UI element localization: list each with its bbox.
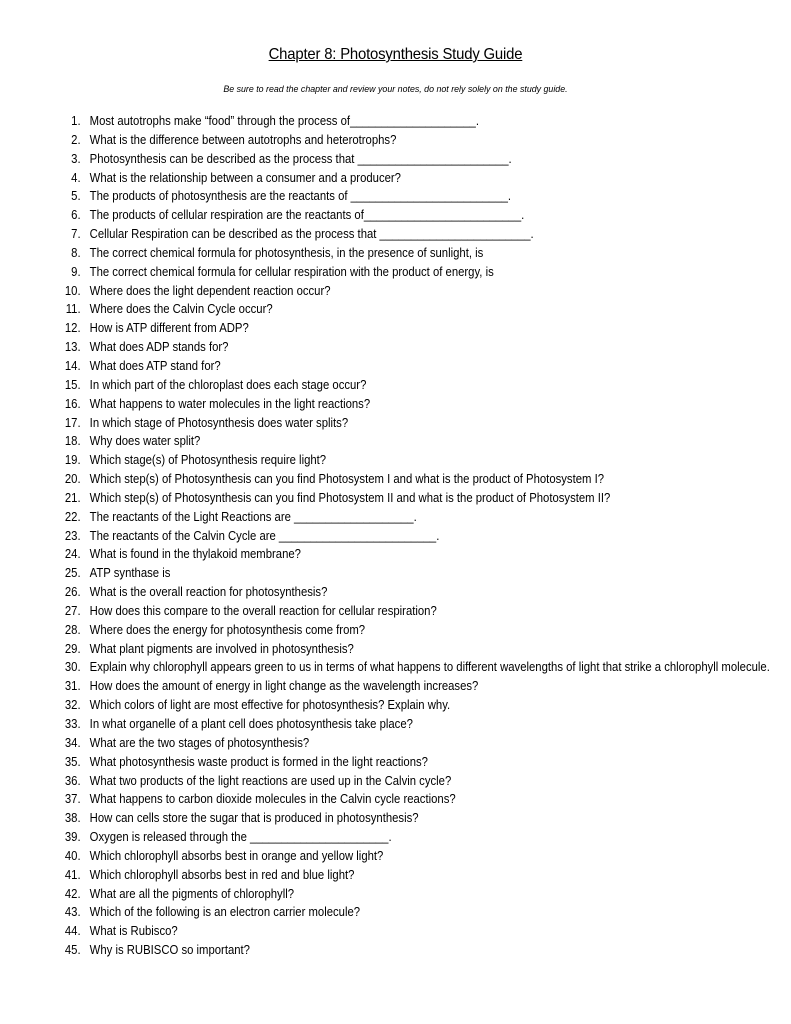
question-item: [58, 206, 692, 225]
question-item: [58, 602, 692, 621]
question-text: Which chlorophyll absorbs best in orange and yellow light?: [89, 848, 384, 863]
question-number: 14.: [64, 358, 81, 373]
question-item: [58, 715, 692, 734]
question-number: 19.: [64, 453, 81, 468]
question-item: [58, 527, 692, 546]
question-text: What plant pigments are involved in photosynthesis?: [89, 641, 354, 656]
question-number: 18.: [64, 434, 81, 449]
question-text: Where does the energy for photosynthesis come from?: [89, 622, 366, 637]
question-number: 6.: [71, 208, 81, 223]
question-text: What happens to carbon dioxide molecules in the Calvin cycle reactions?: [89, 792, 456, 807]
question-number: 28.: [64, 622, 81, 637]
question-number: 42.: [64, 886, 81, 901]
question-item: [58, 489, 692, 508]
question-item: [58, 131, 692, 150]
question-number: 5.: [71, 189, 81, 204]
question-number: 2.: [71, 132, 81, 147]
question-item: [58, 772, 692, 791]
question-text: What two products of the light reactions are used up in the Calvin cycle?: [89, 773, 452, 788]
question-text: The products of photosynthesis are the reactants of _________________________.: [89, 189, 512, 204]
question-text: What does ADP stands for?: [89, 340, 229, 355]
question-number: 8.: [71, 245, 81, 260]
question-item: [58, 225, 692, 244]
question-text: What is found in the thylakoid membrane?: [89, 547, 301, 562]
question-text: The products of cellular respiration are the reactants of_________________________.: [89, 208, 525, 223]
question-item: [58, 451, 692, 470]
question-item: [58, 282, 692, 301]
question-item: [58, 508, 692, 527]
question-number: 34.: [64, 735, 81, 750]
question-text: What is the relationship between a consumer and a producer?: [89, 170, 401, 185]
question-number: 44.: [64, 924, 81, 939]
question-item: [58, 300, 692, 319]
question-number: 43.: [64, 905, 81, 920]
question-item: [58, 658, 770, 677]
question-item: [58, 753, 692, 772]
question-item: [58, 169, 692, 188]
question-text: Which colors of light are most effective for photosynthesis? Explain why.: [89, 698, 451, 713]
question-text: Which stage(s) of Photosynthesis require light?: [89, 453, 327, 468]
question-text: How does the amount of energy in light change as the wavelength increases?: [89, 679, 479, 694]
question-item: [58, 414, 692, 433]
question-number: 9.: [71, 264, 81, 279]
question-item: [58, 922, 692, 941]
question-text: How is ATP different from ADP?: [89, 321, 249, 336]
question-number: 3.: [71, 151, 81, 166]
question-text: Which step(s) of Photosynthesis can you find Photosystem II and what is the product of Photosystem II?: [89, 490, 611, 505]
question-text: How does this compare to the overall reaction for cellular respiration?: [89, 603, 437, 618]
question-item: [58, 112, 692, 131]
question-text: Which of the following is an electron carrier molecule?: [89, 905, 361, 920]
question-item: [58, 885, 692, 904]
question-text: Why does water split?: [89, 434, 201, 449]
question-item: [58, 621, 692, 640]
question-text: Photosynthesis can be described as the process that ________________________.: [89, 151, 512, 166]
question-item: [58, 941, 692, 960]
question-text: Why is RUBISCO so important?: [89, 943, 250, 958]
question-number: 26.: [64, 585, 81, 600]
question-text: Which chlorophyll absorbs best in red and blue light?: [89, 867, 355, 882]
question-number: 4.: [71, 170, 81, 185]
question-item: [58, 470, 692, 489]
question-number: 15.: [64, 377, 81, 392]
question-item: [58, 734, 692, 753]
question-item: [58, 809, 692, 828]
question-text: Where does the Calvin Cycle occur?: [89, 302, 273, 317]
question-item: [58, 263, 692, 282]
question-item: [58, 903, 692, 922]
question-number: 16.: [64, 396, 81, 411]
question-text: The reactants of the Light Reactions are ___________________.: [89, 509, 417, 524]
question-number: 38.: [64, 811, 81, 826]
question-text: How can cells store the sugar that is produced in photosynthesis?: [89, 811, 419, 826]
question-item: [58, 564, 692, 583]
question-text: What is Rubisco?: [89, 924, 178, 939]
question-number: 24.: [64, 547, 81, 562]
question-item: [58, 866, 692, 885]
question-item: [58, 150, 692, 169]
question-number: 33.: [64, 717, 81, 731]
question-number: 31.: [64, 679, 81, 694]
question-item: [58, 338, 692, 357]
question-text: Most autotrophs make “food” through the process of____________________.: [89, 114, 479, 128]
question-number: 13.: [64, 340, 81, 355]
question-number: 20.: [64, 472, 81, 487]
question-text: In what organelle of a plant cell does photosynthesis take place?: [89, 717, 413, 731]
question-number: 21.: [64, 490, 81, 505]
question-number: 1.: [71, 114, 81, 128]
question-item: [58, 357, 692, 376]
question-number: 10.: [64, 283, 81, 298]
question-number: 45.: [64, 943, 81, 958]
question-text: What is the difference between autotrophs and heterotrophs?: [89, 132, 397, 147]
question-number: 12.: [64, 321, 81, 336]
question-text: What does ATP stand for?: [89, 358, 221, 373]
question-text: The correct chemical formula for photosynthesis, in the presence of sunlight, is: [89, 245, 484, 260]
question-text: ATP synthase is: [89, 566, 171, 581]
question-item: [58, 790, 692, 809]
question-item: [58, 187, 692, 206]
question-number: 39.: [64, 830, 81, 845]
question-number: 41.: [64, 867, 81, 882]
question-item: [58, 847, 692, 866]
question-number: 11.: [65, 302, 81, 317]
question-text: Cellular Respiration can be described as the process that ________________________.: [89, 227, 534, 242]
question-item: [58, 432, 692, 451]
page-subtitle: Be sure to read the chapter and review your notes, do not rely solely on the study guide.: [223, 84, 568, 95]
question-text: Oxygen is released through the ______________________.: [89, 830, 392, 845]
question-list: [58, 112, 770, 960]
question-item: [58, 828, 692, 847]
question-text: In which stage of Photosynthesis does water splits?: [89, 415, 349, 430]
question-number: 7.: [71, 227, 81, 242]
question-text: What are the two stages of photosynthesis?: [89, 735, 310, 750]
page-title: Chapter 8: Photosynthesis Study Guide: [268, 46, 523, 63]
question-number: 30.: [64, 660, 81, 675]
question-item: [58, 395, 692, 414]
question-text: The reactants of the Calvin Cycle are _________________________.: [89, 528, 440, 543]
question-number: 27.: [64, 603, 81, 618]
question-number: 17.: [64, 415, 81, 430]
question-number: 22.: [64, 509, 81, 524]
question-number: 37.: [64, 792, 81, 807]
question-number: 25.: [64, 566, 81, 581]
question-number: 36.: [64, 773, 81, 788]
question-number: 23.: [64, 528, 81, 543]
question-text: Explain why chlorophyll appears green to us in terms of what happens to different wavelengths of light that strike a chlorophyll molecule.: [89, 660, 770, 675]
question-text: What photosynthesis waste product is formed in the light reactions?: [89, 754, 428, 769]
question-number: 35.: [64, 754, 81, 769]
question-item: [58, 696, 692, 715]
question-number: 32.: [64, 698, 81, 713]
question-text: Where does the light dependent reaction occur?: [89, 283, 331, 298]
question-text: The correct chemical formula for cellular respiration with the product of energy, is: [89, 264, 494, 279]
question-item: [58, 677, 692, 696]
question-item: [58, 545, 692, 564]
question-text: What is the overall reaction for photosynthesis?: [89, 585, 328, 600]
question-text: Which step(s) of Photosynthesis can you find Photosystem I and what is the product of Photosystem I?: [89, 472, 605, 487]
question-number: 29.: [64, 641, 81, 656]
question-item: [58, 376, 692, 395]
question-text: In which part of the chloroplast does each stage occur?: [89, 377, 367, 392]
question-item: [58, 583, 692, 602]
question-item: [58, 319, 692, 338]
question-text: What are all the pigments of chlorophyll?: [89, 886, 295, 901]
question-text: What happens to water molecules in the light reactions?: [89, 396, 371, 411]
question-item: [58, 244, 692, 263]
question-number: 40.: [64, 848, 81, 863]
question-item: [58, 640, 692, 659]
